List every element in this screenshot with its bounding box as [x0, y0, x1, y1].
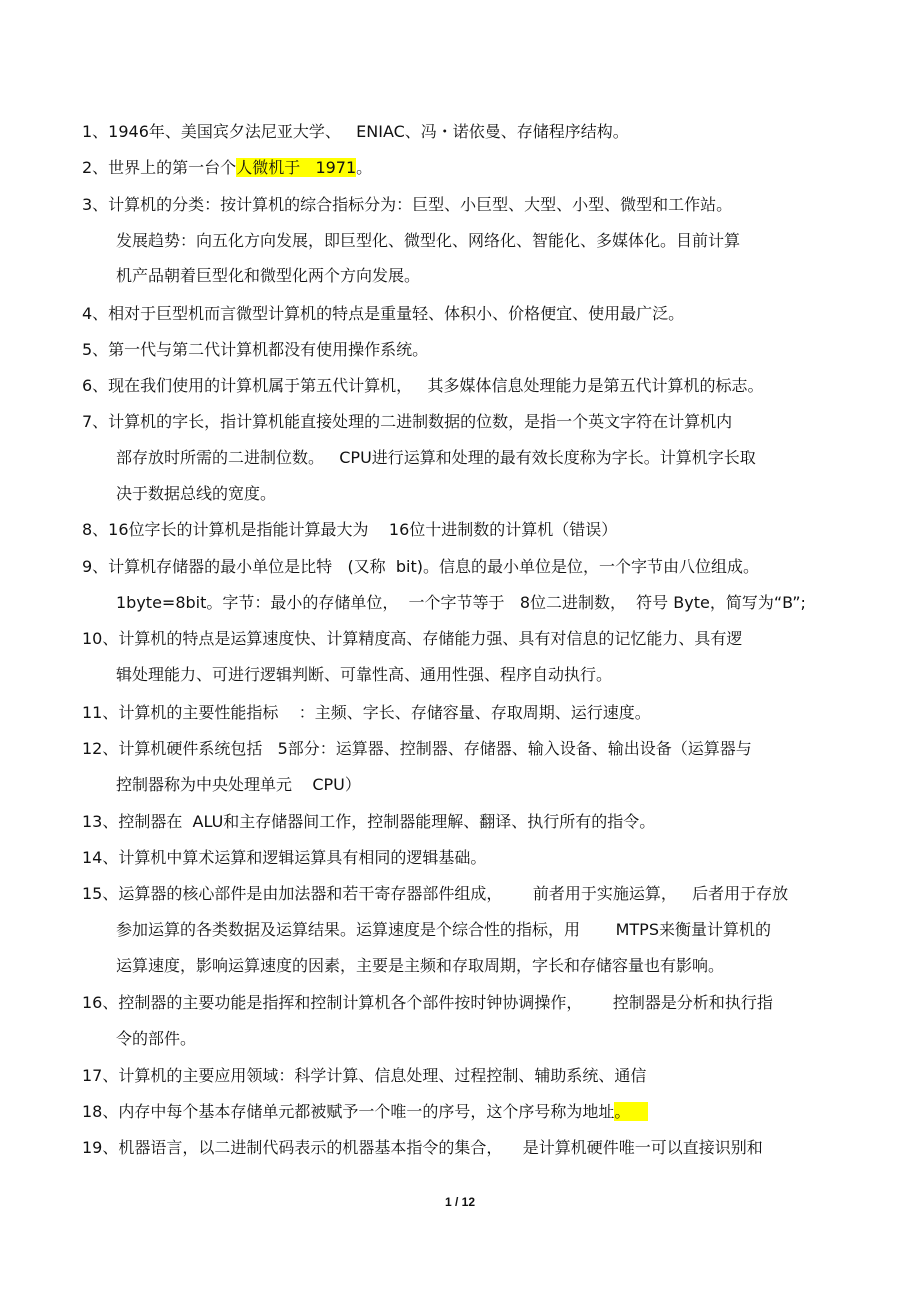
item-7-line-2: 部存放时所需的二进制位数。 CPU进行运算和处理的最有效长度称为字长。计算机字长取 — [116, 448, 756, 467]
item-15-line-3: 运算速度，影响运算速度的因素，主要是主频和存取周期，字长和存储容量也有影响。 — [116, 956, 725, 975]
item-16: 16、控制器的主要功能是指挥和控制计算机各个部件按时钟协调操作， 控制器是分析和执行指 — [82, 993, 773, 1012]
item-9-line-2: 1byte=8bit。字节：最小的存储单位， 一个字节等于 8位二进制数， 符号 Byte，简写为“B”; — [116, 593, 806, 612]
item-5: 5、第一代与第二代计算机都没有使用操作系统。 — [82, 340, 429, 359]
item-15: 15、运算器的核心部件是由加法器和若干寄存器部件组成， 前者用于实施运算， 后者用于存放 — [82, 884, 789, 903]
item-10-line-2: 辑处理能力、可进行逻辑判断、可靠性高、通用性强、程序自动执行。 — [116, 665, 613, 684]
item-2-text-c: 。 — [356, 158, 373, 177]
item-17: 17、计算机的主要应用领域：科学计算、信息处理、过程控制、辅助系统、通信 — [82, 1066, 647, 1085]
item-15-line-2: 参加运算的各类数据及运算结果。运算速度是个综合性的指标，用 MTPS来衡量计算机的 — [116, 920, 771, 939]
item-16-line-2: 令的部件。 — [116, 1029, 197, 1048]
item-3-line-2: 发展趋势：向五化方向发展，即巨型化、微型化、网络化、智能化、多媒体化。目前计算 — [116, 231, 741, 250]
item-14: 14、计算机中算术运算和逻辑运算具有相同的逻辑基础。 — [82, 848, 487, 867]
item-3: 3、计算机的分类：按计算机的综合指标分为：巨型、小巨型、大型、小型、微型和工作站。 — [82, 195, 733, 214]
item-8: 8、16位字长的计算机是指能计算最大为 16位十进制数的计算机（错误） — [82, 520, 618, 539]
item-6: 6、现在我们使用的计算机属于第五代计算机， 其多媒体信息处理能力是第五代计算机的标志。 — [82, 376, 764, 395]
item-12: 12、计算机硬件系统包括 5部分：运算器、控制器、存储器、输入设备、输出设备（运算器与 — [82, 739, 752, 758]
item-12-line-2: 控制器称为中央处理单元 CPU） — [116, 775, 361, 794]
item-19: 19、机器语言，以二进制代码表示的机器基本指令的集合， 是计算机硬件唯一可以直接识别和 — [82, 1138, 763, 1157]
item-1: 1、1946年、美国宾夕法尼亚大学、 ENIAC、冯・诺依曼、存储程序结构。 — [82, 122, 629, 141]
item-18-highlight: 。 — [614, 1102, 648, 1121]
item-18 — [82, 1100, 648, 1124]
item-7: 7、计算机的字长，指计算机能直接处理的二进制数据的位数，是指一个英文字符在计算机内 — [82, 412, 733, 431]
item-7-line-3: 决于数据总线的宽度。 — [116, 484, 277, 503]
item-2 — [82, 156, 372, 180]
item-13: 13、控制器在 ALU和主存储器间工作，控制器能理解、翻译、执行所有的指令。 — [82, 812, 656, 831]
page-number: 1 / 12 — [444, 1195, 476, 1209]
item-10: 10、计算机的特点是运算速度快、计算精度高、存储能力强、具有对信息的记忆能力、具有逻 — [82, 629, 743, 648]
item-9: 9、计算机存储器的最小单位是比特 (又称 bit)。信息的最小单位是位，一个字节由八位组成。 — [82, 557, 759, 576]
item-11: 11、计算机的主要性能指标 ：主频、字长、存储容量、存取周期、运行速度。 — [82, 703, 651, 722]
item-2-text-a: 2、世界上的第一台个 — [82, 158, 237, 177]
item-18-text: 18、内存中每个基本存储单元都被赋予一个唯一的序号，这个序号称为地址 — [82, 1102, 615, 1121]
item-4: 4、相对于巨型机而言微型计算机的特点是重量轻、体积小、价格便宜、使用最广泛。 — [82, 304, 685, 323]
item-3-line-3: 机产品朝着巨型化和微型化两个方向发展。 — [116, 266, 421, 285]
item-2-highlight: 人微机于 1971 — [236, 158, 357, 177]
